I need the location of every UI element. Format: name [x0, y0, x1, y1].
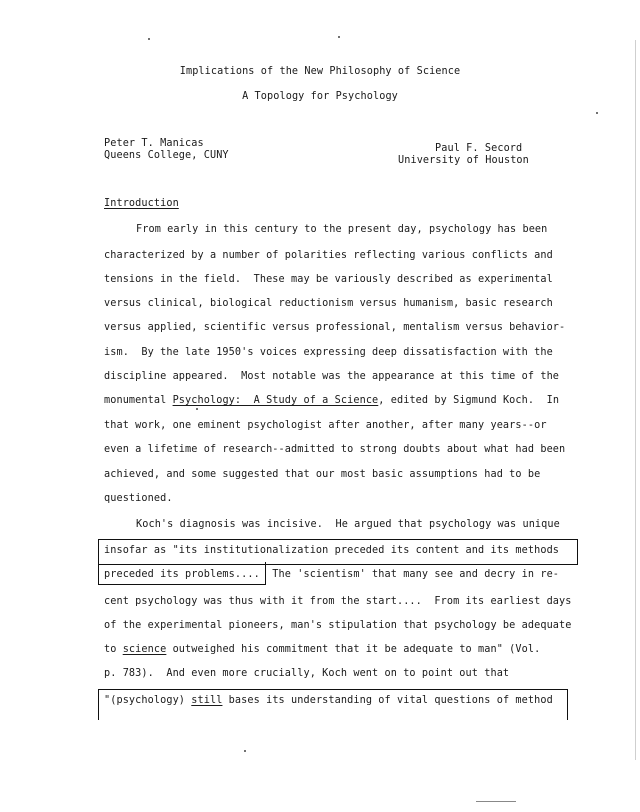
- paragraph-line: From early in this century to the present day, psychology has been: [136, 224, 548, 235]
- paragraph-line-science: to science outweighed his commitment that it be adequate to man" (Vol.: [104, 644, 541, 655]
- author-left-affiliation: Queens College, CUNY: [104, 150, 229, 161]
- scan-speck: [596, 112, 598, 114]
- document-title: Implications of the New Philosophy of Science: [179, 66, 461, 77]
- paragraph-line: preceded its problems.... The 'scientism' that many see and decry in re-: [104, 569, 560, 580]
- paragraph-line: achieved, and some suggested that our most basic assumptions had to be: [104, 469, 541, 480]
- paragraph-line: versus clinical, biological reductionism versus humanism, basic research: [104, 298, 553, 309]
- paragraph-line-still: "(psychology) still bases its understanding of vital questions of method: [104, 695, 553, 706]
- book-title: Psychology: A Study of a Science: [172, 395, 379, 406]
- section-heading: Introduction: [104, 198, 179, 209]
- paragraph-line: versus applied, scientific versus professional, mentalism versus behavior-: [104, 322, 566, 333]
- scan-edge: [635, 40, 636, 760]
- paragraph-line: questioned.: [104, 493, 173, 504]
- author-right-affiliation: University of Houston: [398, 155, 529, 166]
- quote-highlight-box: [98, 689, 568, 720]
- document-subtitle: A Topology for Psychology: [242, 91, 398, 102]
- paragraph-line: that work, one eminent psychologist after another, after many years--or: [104, 420, 547, 431]
- paragraph-line: p. 783). And even more crucially, Koch went on to point out that: [104, 668, 510, 679]
- paragraph-line: cent psychology was thus with it from the start.... From its earliest days: [104, 596, 572, 607]
- quote-highlight-box: [98, 562, 266, 585]
- paragraph-line-citation: monumental Psychology: A Study of a Science, edited by Sigmund Koch. In: [104, 395, 560, 406]
- author-right-name: Paul F. Secord: [435, 143, 523, 154]
- author-left-name: Peter T. Manicas: [104, 138, 204, 149]
- paragraph-line: insofar as "its institutionalization preceded its content and its methods: [104, 545, 560, 556]
- scan-speck: [148, 38, 150, 40]
- paragraph-line: ism. By the late 1950's voices expressing deep dissatisfaction with the: [104, 347, 553, 358]
- underlined-word: still: [191, 695, 223, 706]
- scan-speck: [196, 408, 198, 410]
- paragraph-line: discipline appeared. Most notable was the appearance at this time of the: [104, 371, 560, 382]
- underlined-word: science: [122, 644, 167, 655]
- scan-speck: [244, 750, 246, 752]
- paragraph-line: even a lifetime of research--admitted to strong doubts about what had been: [104, 444, 566, 455]
- paragraph-line: characterized by a number of polarities reflecting various conflicts and: [104, 250, 553, 261]
- paragraph-line: Koch's diagnosis was incisive. He argued that psychology was unique: [136, 519, 560, 530]
- scan-mark: [476, 801, 516, 802]
- scan-speck: [338, 36, 340, 38]
- paragraph-line: tensions in the field. These may be variously described as experimental: [104, 274, 553, 285]
- paragraph-line: of the experimental pioneers, man's stipulation that psychology be adequate: [104, 620, 572, 631]
